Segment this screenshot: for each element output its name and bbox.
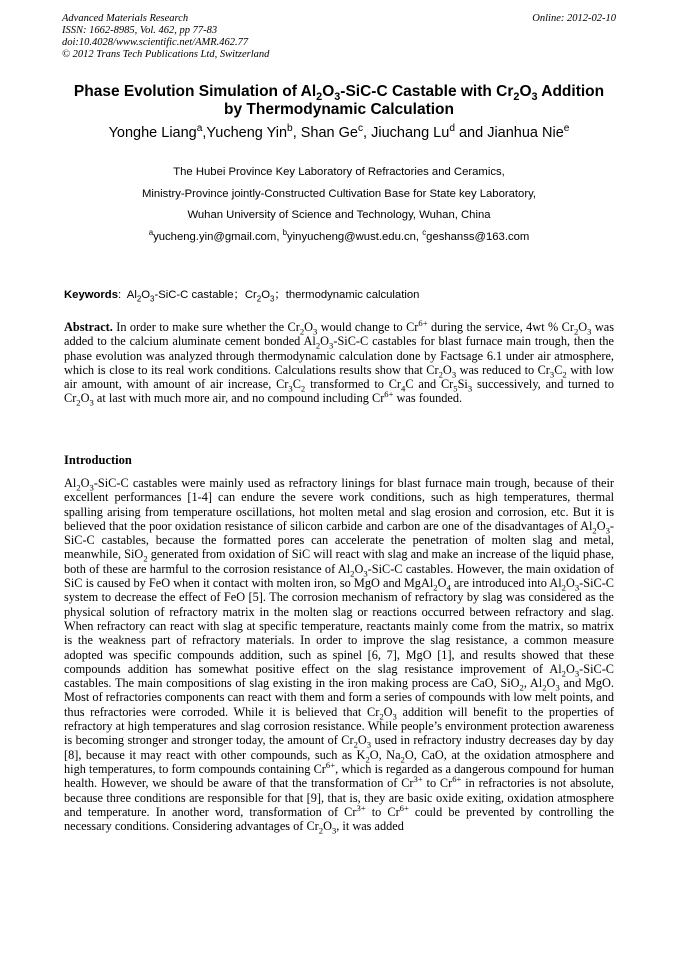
affiliation-line-1: The Hubei Province Key Laboratory of Refractories and Ceramics,	[173, 166, 505, 178]
introduction-body: $Al_2O_3-SiC-C$ castables were mainly used as refractory linings for blast furnace main trough, because of their excellent performances [1-4] can endure the severe work conditions, such as high temperatures, thermal spalling arising from temperature oscillations, hot molten metal and slag erosion and corrosion, etc. But it is believed that the poor oxidation resistance of silicon carbide and carbon are one of the disadvantages of $Al_2O_3-SiC-C$ castables, because the formatted pores can accelerate the penetration of molten slag and metal, meanwhile, SiO$_2$ generated from oxidation of SiC will react with slag and make an increase of the liquid phase, both of these are harmful to the corrosion resistance of $Al_2O_3-SiC-C$ castables. However, the main oxidation of SiC is caused by FeO when it contact with molten iron, so MgO and $MgAl_2O_4$ are introduced into $Al_2O_3-SiC-C$ system to decrease the effect of FeO [5]. The corrosion mechanism of refractory by slag was considered as the physical solution of refractory matrix in the molten slag or reactions occurred between refractory and slag. When refractory can react with slag at specific temperature, reactants mainly come from the matrix, so matrix is the weakness part of refractory materials. In order to improve the slag resistance, a common measure adopted was specific compounds addition, such as spinel [6, 7], MgO [1], and results showed that these compounds addition has somewhat positive effect on the slag resistance improvement of $Al_2O_3-SiC-C$ castables. The main compositions of slag existing in the iron making process are CaO, SiO$_2$, $Al_2O_3$ and MgO. Most of refractories components can react with them and form a series of compounds with low melt points, and thus refractories were corroded. While it is believed that $Cr_2O_3$ addition will benefit to the properties of refractory at high temperatures and slag corrosion resistance. While people’s environment protection awareness is becoming stronger and stronger today, the amount of $Cr_2O_3$ used in refractory industry decreases day by day [8], because it may react with other compounds, such as $K_2O$, $Na_2O$, CaO, at the oxidation atmosphere and high temperatures, to form compounds containing $Cr^{6+}$, which is regarded as a dangerous compound for human health. However, we should be aware of that the transformation of $Cr^{3+}$ to $Cr^{6+}$ in refractories is not absolute, because three conditions are responsible for that [9], that is, they are basic oxide exiting, oxidation atmosphere and temperature. In another word, transformation of $Cr^{3+}$ to $Cr^{6+}$ could be prevented by controlling the necessary conditions. Considering advantages of $Cr_2O_3$, it was added	[64, 476, 615, 836]
affiliation-line-2: Ministry-Province jointly-Constructed Cultivation Base for State key Laboratory,	[141, 187, 537, 200]
affiliation	[40, 162, 638, 248]
doi: doi:10.4028/www.scientific.net/AMR.462.77	[62, 37, 249, 48]
affiliation-line-3: Wuhan University of Science and Technology, Wuhan, China	[187, 209, 491, 221]
abstract-label: Abstract.	[64, 320, 113, 334]
copyright: © 2012 Trans Tech Publications Ltd, Switzerland	[62, 49, 270, 60]
section-heading-introduction: Introduction	[64, 453, 132, 467]
paper-title	[40, 83, 638, 119]
issn: ISSN: 1662-8985, Vol. 462, pp 77-83	[62, 25, 218, 36]
title-line-2: by Thermodynamic Calculation	[224, 101, 454, 118]
author-list: Yonghe Liang$^a$,Yucheng Yin$^b$, Shan Ge$^c$, Jiuchang Lu$^d$ and Jianhua Nie$^e$	[108, 123, 570, 141]
page-header	[62, 13, 616, 61]
abstract: Abstract. In order to make sure whether the $Cr_2O_3$ would change to $Cr^{6+}$ during the service, 4wt % $Cr_2O_3$ was added to the calcium aluminate cement bonded $Al_2O_3-SiC-C$ castables for blast furnace main trough, then the phase evolution was analyzed through thermodynamic calculation done by Factsage 6.1 under air atmosphere, which is close to its real work conditions. Calculations results show that $Cr_2O_3$ was reduced to $Cr_3C_2$ with low air amount, with amount of air increase, $Cr_3C_2$ transformed to $Cr_4C$ and $Cr_5Si_3$ successively, and turned to $Cr_2O_3$ at last with much more air, and no compound including $Cr^{6+}$ was founded.	[64, 317, 615, 408]
title-line-1: Phase Evolution Simulation of $Al_2O_3-SiC-C$ Castable with $Cr_2O_3$ Addition	[73, 83, 605, 104]
keywords: Keywords: $Al_2O_3-SiC-C$ castable；$Cr_2O_3$；thermodynamic calculation	[64, 289, 420, 304]
online-date: Online: 2012-02-10	[532, 13, 616, 24]
author-emails: $^a$yucheng.yin@gmail.com, $^b$yinyucheng@wust.edu.cn, $^c$geshanss@163.com	[148, 227, 530, 243]
journal-name: Advanced Materials Research	[62, 13, 189, 24]
keywords-label: Keywords	[64, 289, 118, 301]
